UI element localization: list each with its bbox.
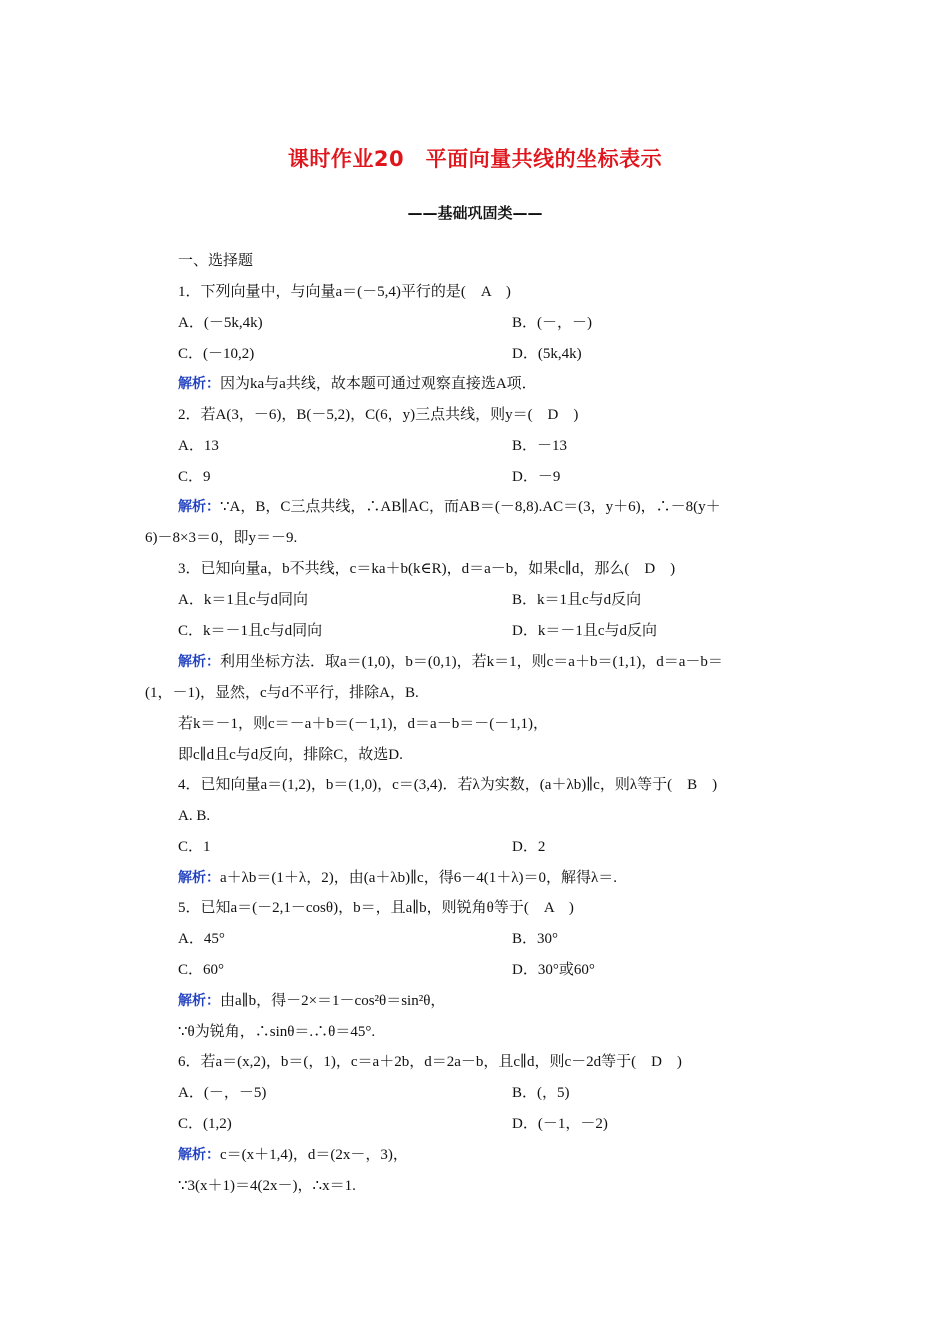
question-6-option-c: C．(1,2) xyxy=(178,1116,232,1132)
question-3-analysis-cont-3: 即c∥d且c与d反向，排除C，故选D. xyxy=(178,747,403,763)
question-4-stem: 4．已知向量a＝(1,2)，b＝(1,0)，c＝(3,4)．若λ为实数，(a＋λb)∥c，则λ等于( B ) xyxy=(178,777,718,793)
question-2-option-a: A．13 xyxy=(178,438,219,454)
question-4-analysis xyxy=(178,868,617,888)
question-5-option-a: A．45° xyxy=(178,931,225,947)
analysis-label: 解析： xyxy=(178,499,220,515)
question-1-analysis xyxy=(178,374,537,394)
question-2-analysis-cont: 6)－8×3＝0，即y＝－9. xyxy=(145,530,298,546)
page-subtitle: ——基础巩固类—— xyxy=(407,204,543,222)
question-1-option-a: A．(－5k,4k) xyxy=(178,315,263,331)
question-5-option-c: C．60° xyxy=(178,962,225,978)
question-5-stem: 5．已知a＝(－2,1－cosθ)，b＝，且a∥b，则锐角θ等于( A ) xyxy=(178,900,574,916)
question-1-option-b: B．(－，－) xyxy=(512,315,592,331)
question-6-option-d: D．(－1，－2) xyxy=(512,1116,608,1132)
question-3-option-d: D．k＝－1且c与d反向 xyxy=(512,623,657,639)
question-4-option-ab: A. B. xyxy=(178,808,211,824)
analysis-label: 解析： xyxy=(178,993,220,1009)
analysis-label: 解析： xyxy=(178,870,220,886)
question-2-stem: 2．若A(3，－6)，B(－5,2)，C(6，y)三点共线，则y＝( D ) xyxy=(178,407,579,423)
question-5-analysis-cont: ∵θ为锐角，∴sinθ＝.∴θ＝45°. xyxy=(178,1024,376,1040)
question-3-option-a: A．k＝1且c与d同向 xyxy=(178,592,308,608)
question-3-analysis-cont-2: 若k＝－1，则c＝－a＋b＝(－1,1)，d＝a－b＝－(－1,1)， xyxy=(178,716,548,732)
analysis-text: a＋λb＝(1＋λ，2)，由(a＋λb)∥c，得6－4(1＋λ)＝0，解得λ＝. xyxy=(220,870,617,886)
question-3-option-b: B．k＝1且c与d反向 xyxy=(512,592,642,608)
question-5-option-b: B．30° xyxy=(512,931,559,947)
analysis-text: ∵A，B，C三点共线，∴AB∥AC，而AB＝(－8,8).AC＝(3，y＋6)，∴－8(y＋ xyxy=(220,499,721,515)
question-5-analysis xyxy=(178,991,445,1011)
question-4-option-d: D．2 xyxy=(512,839,546,855)
question-3-analysis xyxy=(178,652,723,672)
question-6-option-a: A．(－，－5) xyxy=(178,1085,267,1101)
question-2-option-c: C．9 xyxy=(178,469,211,485)
question-4-option-c: C．1 xyxy=(178,839,211,855)
analysis-text: 利用坐标方法．取a＝(1,0)，b＝(0,1)，若k＝1，则c＝a＋b＝(1,1)，d＝a－b＝ xyxy=(220,654,723,670)
question-5-option-d: D．30°或60° xyxy=(512,962,595,978)
analysis-text: c＝(x＋1,4)，d＝(2x－，3)， xyxy=(220,1147,408,1163)
question-6-analysis xyxy=(178,1145,408,1165)
question-1-option-d: D．(5k,4k) xyxy=(512,346,582,362)
question-6-option-b: B．(，5) xyxy=(512,1085,570,1101)
question-6-stem: 6．若a＝(x,2)，b＝(，1)，c＝a＋2b，d＝2a－b，且c∥d，则c－2d等于( D ) xyxy=(178,1054,682,1070)
question-3-option-c: C．k＝－1且c与d同向 xyxy=(178,623,323,639)
question-2-analysis xyxy=(178,497,721,517)
question-3-stem: 3．已知向量a，b不共线，c＝ka＋b(k∈R)，d＝a－b，如果c∥d，那么( D ) xyxy=(178,561,676,577)
question-6-analysis-cont: ∵3(x＋1)＝4(2x－)，∴x＝1. xyxy=(178,1178,356,1194)
analysis-label: 解析： xyxy=(178,376,220,392)
question-1-option-c: C．(－10,2) xyxy=(178,346,255,362)
analysis-label: 解析： xyxy=(178,654,220,670)
question-3-analysis-cont-1: (1，－1)，显然，c与d不平行，排除A，B. xyxy=(145,685,419,701)
page-title: 课时作业20 平面向量共线的坐标表示 xyxy=(287,147,663,171)
question-1-stem: 1．下列向量中，与向量a＝(－5,4)平行的是( A ) xyxy=(178,284,511,300)
question-2-option-d: D．－9 xyxy=(512,469,561,485)
analysis-label: 解析： xyxy=(178,1147,220,1163)
section-heading: 一、选择题 xyxy=(178,253,254,269)
analysis-text: 因为ka与a共线，故本题可通过观察直接选A项． xyxy=(220,376,537,392)
question-2-option-b: B．－13 xyxy=(512,438,568,454)
analysis-text: 由a∥b，得－2×＝1－cos²θ＝sin²θ， xyxy=(220,993,446,1009)
